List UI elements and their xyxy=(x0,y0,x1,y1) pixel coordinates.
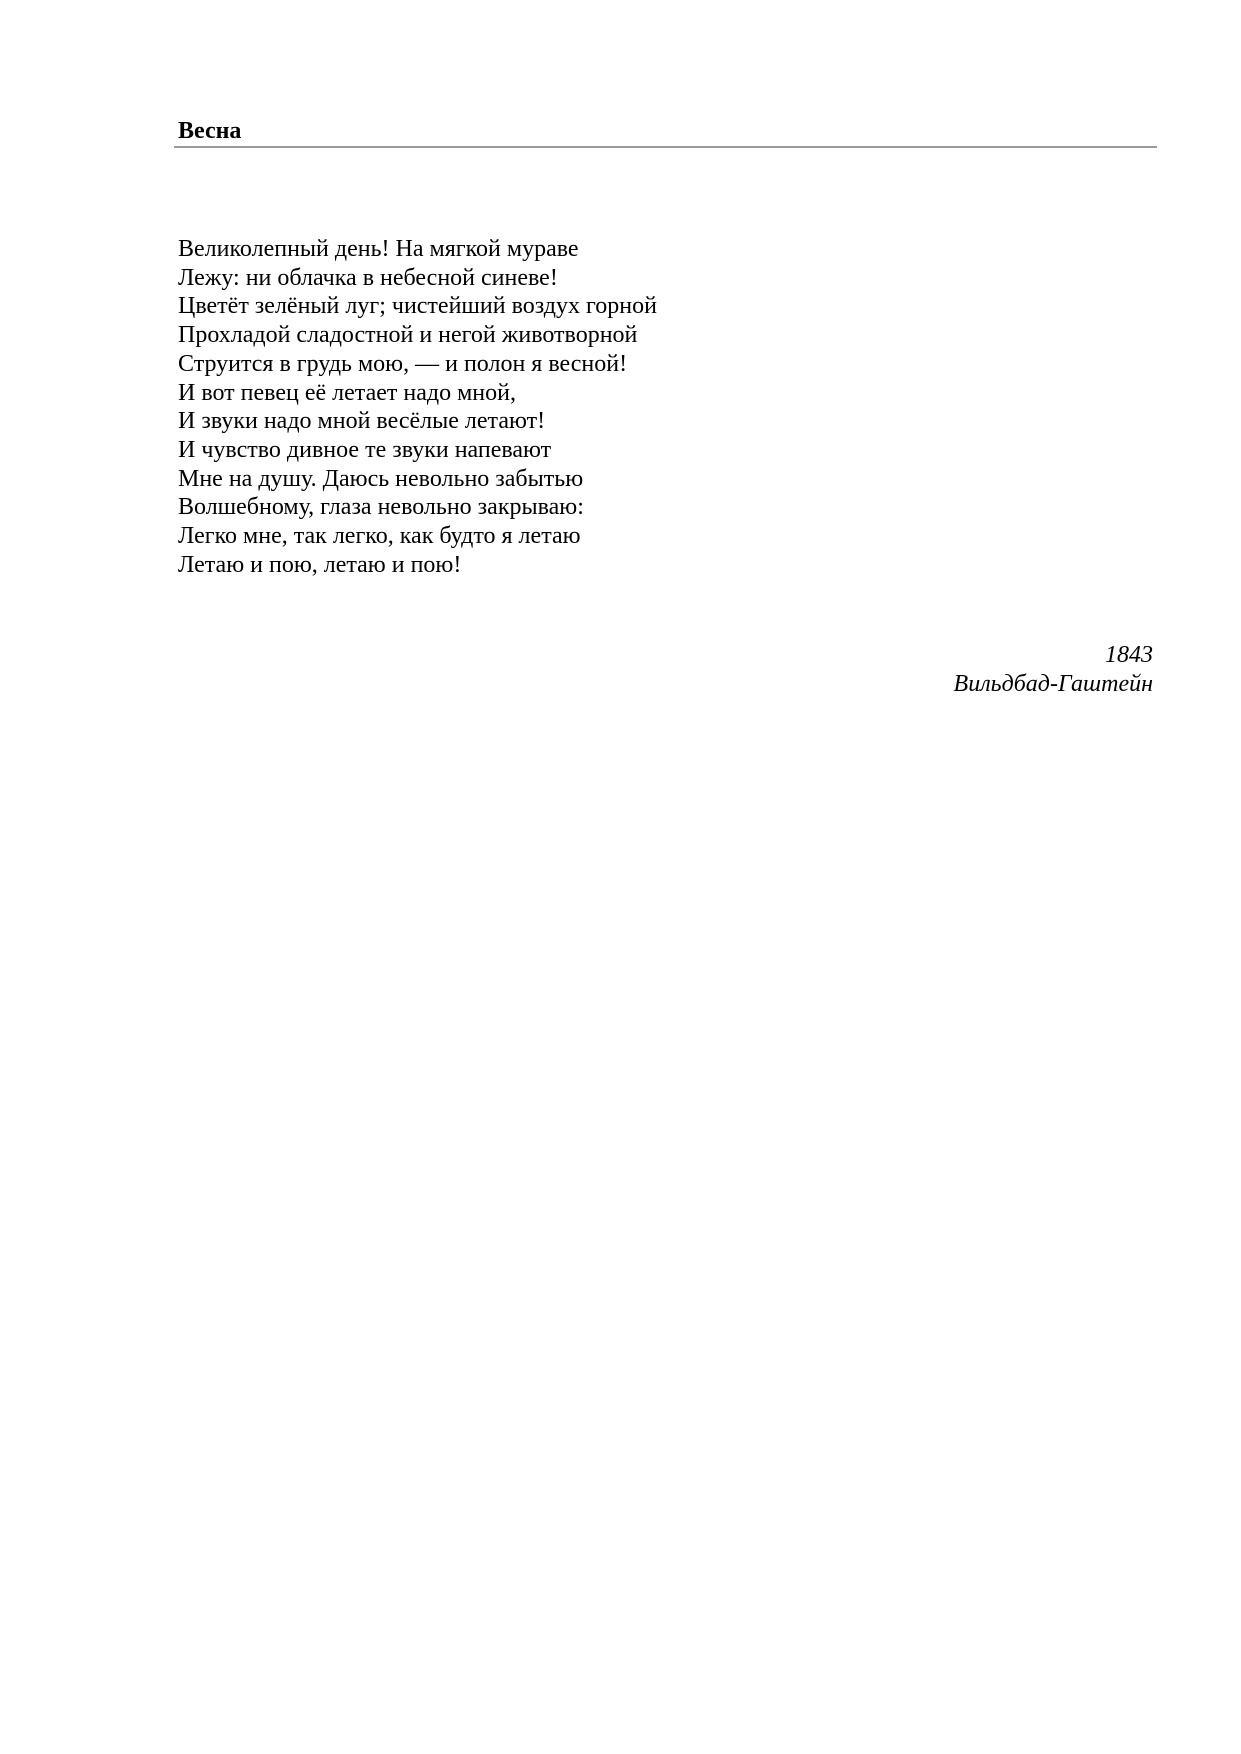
verse-line: Цветёт зелёный луг; чистейший воздух горной xyxy=(178,293,657,320)
verse-line: Волшебному, глаза невольно закрываю: xyxy=(178,494,584,521)
signature-place: Вильдбад-Гаштейн xyxy=(953,670,1153,697)
verse-line: Летаю и пою, летаю и пою! xyxy=(178,551,462,578)
poem-title: Весна xyxy=(178,118,242,144)
verse-line: Лежу: ни облачка в небесной синеве! xyxy=(178,264,558,291)
verse-line: И вот певец её летает надо мной, xyxy=(178,379,516,406)
poem-verse xyxy=(178,235,657,579)
verse-line: Мне на душу. Даюсь невольно забытью xyxy=(178,465,584,492)
verse-line: И звуки надо мной весёлые летают! xyxy=(178,408,546,435)
verse-line: Великолепный день! На мягкой мураве xyxy=(178,236,579,262)
verse-line: Легко мне, так легко, как будто я летаю xyxy=(178,523,581,550)
verse-line: И чувство дивное те звуки напевают xyxy=(178,436,552,463)
signature-year: 1843 xyxy=(1105,642,1153,668)
verse-line: Струится в грудь мою, — и полон я весной! xyxy=(178,350,628,377)
page-header xyxy=(174,116,1157,148)
verse-line: Прохладой сладостной и негой животворной xyxy=(178,322,638,349)
poem-signature xyxy=(954,641,1153,698)
